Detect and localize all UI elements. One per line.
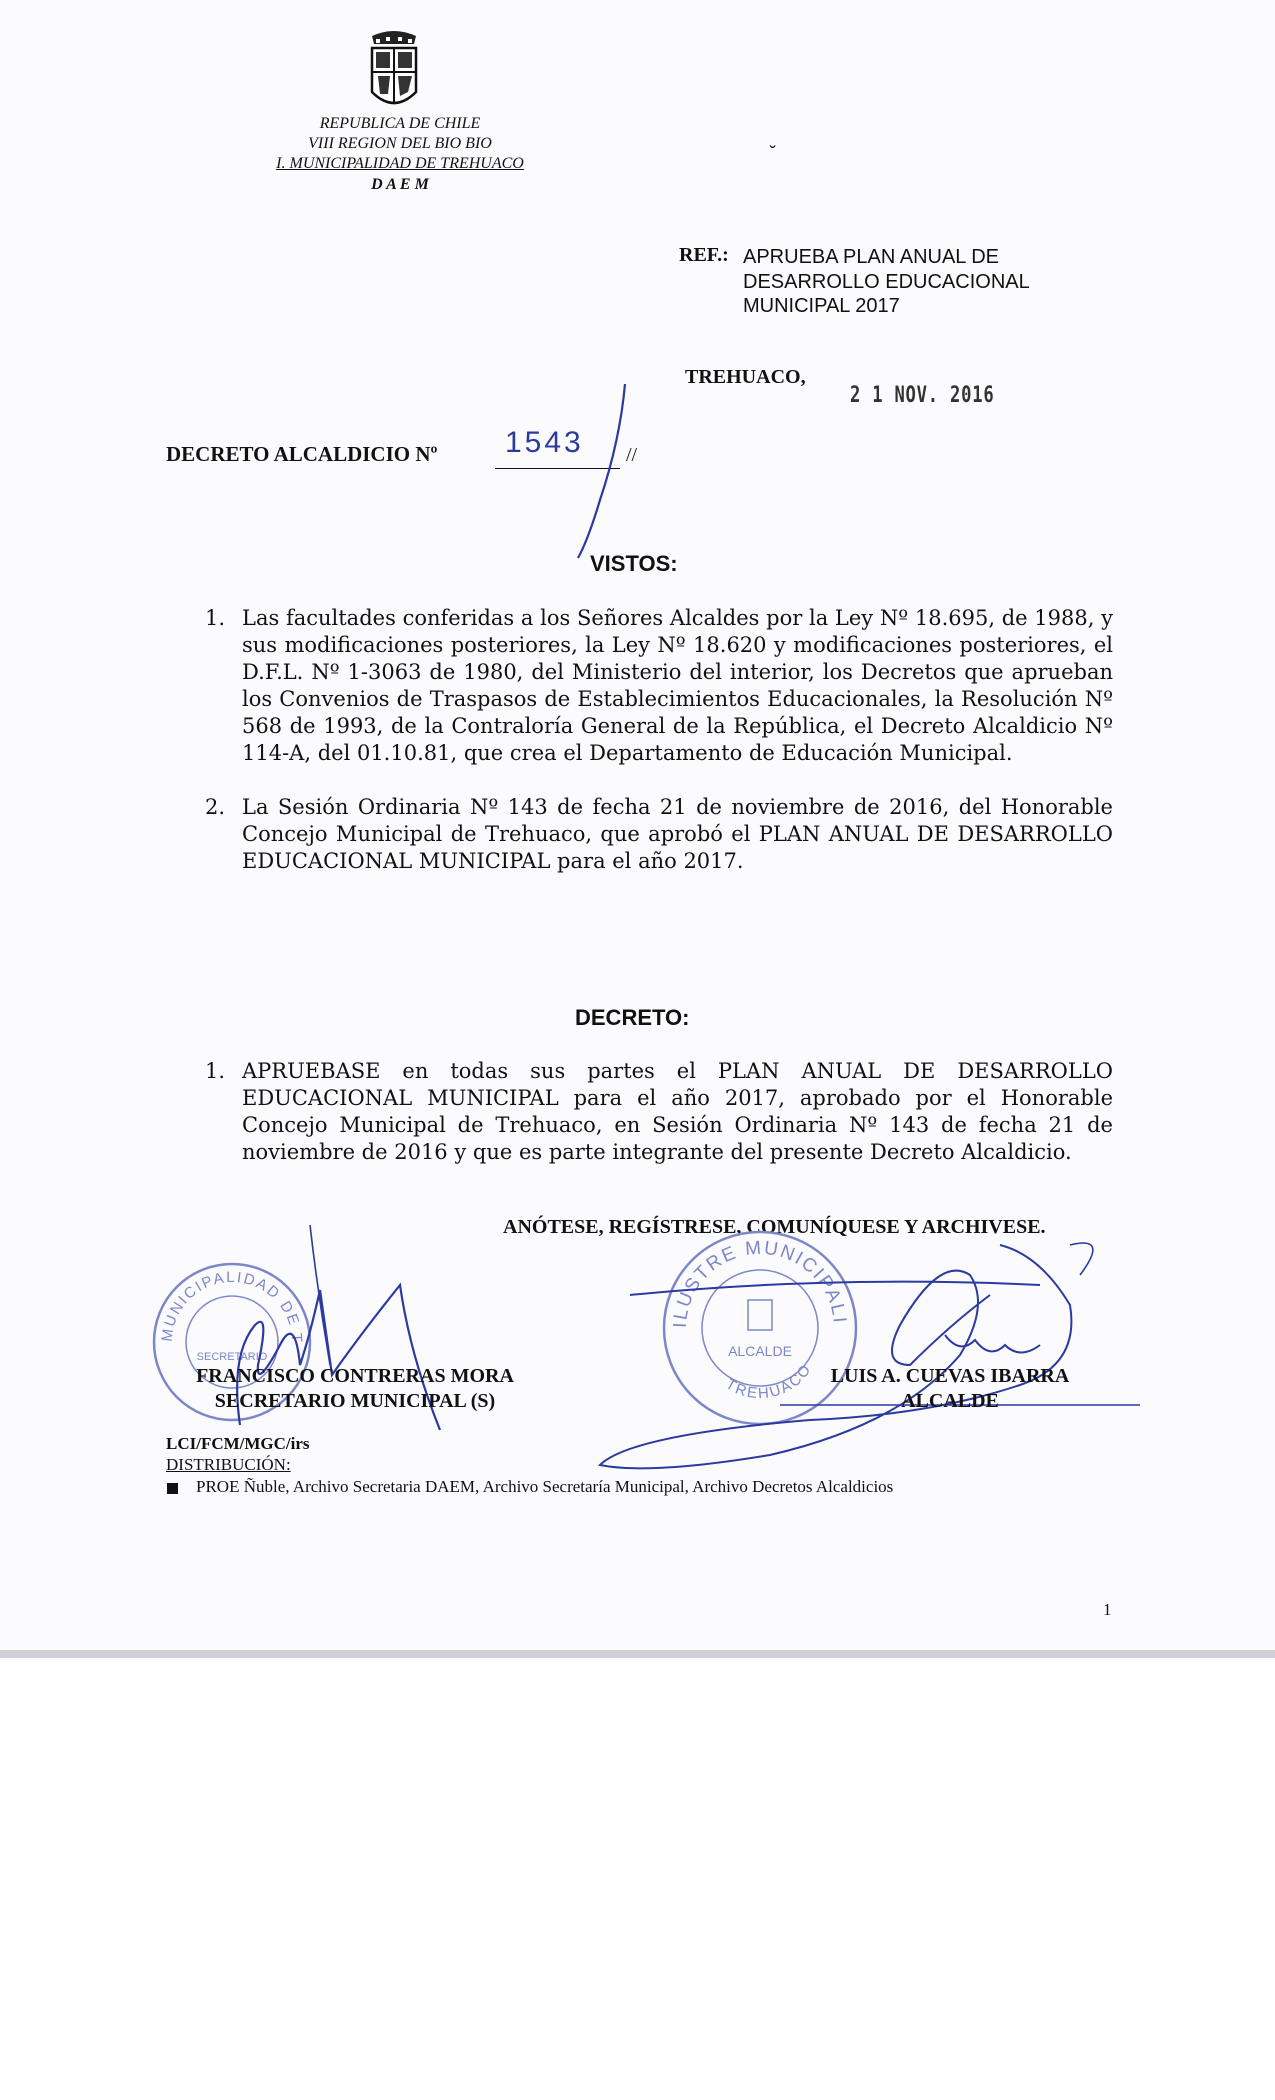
svg-text:MUNICIPALIDAD DE TREHUACO: MUNICIPALIDAD DE T <box>158 1268 306 1345</box>
svg-text:SECRETARIO: SECRETARIO <box>196 1351 268 1363</box>
mayor-signature <box>570 1215 1150 1485</box>
decree-label: DECRETO ALCALDICIO Nº <box>166 442 438 466</box>
decreto-item <box>205 1058 1113 1166</box>
initials: LCI/FCM/MGC/irs <box>166 1434 310 1453</box>
bullet-square-icon <box>167 1483 178 1494</box>
secretary-name: FRANCISCO CONTRERAS MORA <box>196 1365 514 1387</box>
distribution-label: DISTRIBUCIÓN: <box>166 1455 291 1474</box>
header-country: REPUBLICA DE CHILE <box>319 115 481 132</box>
vistos-list <box>205 605 1113 875</box>
mayor-title: ALCALDE <box>901 1390 999 1412</box>
header-region: VIII REGION DEL BIO BIO <box>308 135 492 152</box>
decreto-heading: DECRETO: <box>575 1005 690 1030</box>
distribution-item: PROE Ñuble, Archivo Secretaria DAEM, Archivo Secretaría Municipal, Archivo Decretos Alcaldicios <box>196 1477 894 1496</box>
coat-of-arms-emblem <box>366 30 422 118</box>
svg-text:ALCALDE: ALCALDE <box>728 1343 792 1359</box>
place-city: TREHUACO, <box>685 366 806 388</box>
vistos-item-number: 2. <box>205 795 226 819</box>
reference-line-1: APRUEBA PLAN ANUAL DE <box>743 246 1000 268</box>
decreto-item-number: 1. <box>205 1059 226 1083</box>
header-department: D A E M <box>371 176 429 193</box>
page-number: 1 <box>1103 1600 1112 1619</box>
svg-text:TREHUACO: TREHUACO <box>722 1360 816 1403</box>
reference-line-2: DESARROLLO EDUCACIONAL <box>743 271 1030 293</box>
vistos-item-number: 1. <box>205 606 226 630</box>
mayor-name: LUIS A. CUEVAS IBARRA <box>830 1365 1070 1387</box>
decreto-item-text: APRUEBASE en todas sus partes el PLAN ANUAL DE DESARROLLO EDUCACIONAL MUNICIPAL para el año 2017, aprobado por el Honorable Concejo Municipal de Trehuaco, en Sesión Ordinaria Nº 143 de fecha 21 de noviembre de 2016 y que es parte integrante del presente Decreto Alcaldicio. <box>242 1059 1113 1164</box>
decree-number: 1543 <box>505 426 584 459</box>
decree-suffix: // <box>626 444 638 466</box>
vistos-heading: VISTOS: <box>590 551 678 576</box>
reference-line-3: MUNICIPAL 2017 <box>743 295 900 317</box>
date-stamp: 2 1 NOV. 2016 <box>850 383 995 408</box>
svg-text:ILUSTRE MUNICIPALIDAD: ILUSTRE MUNICIPALI <box>669 1237 850 1329</box>
vistos-item <box>205 794 1113 875</box>
scan-mark: ˘ <box>770 143 776 163</box>
decreto-list <box>205 1058 1113 1166</box>
vistos-item-text: La Sesión Ordinaria Nº 143 de fecha 21 de noviembre de 2016, del Honorable Concejo Municipal de Trehuaco, que aprobó el PLAN ANUAL DE DESARROLLO EDUCACIONAL MUNICIPAL para el año 2017. <box>242 795 1113 873</box>
closing-formula: ANÓTESE, REGÍSTRESE, COMUNÍQUESE Y ARCHIVESE. <box>503 1216 1046 1238</box>
vistos-item <box>205 605 1113 767</box>
secretary-title: SECRETARIO MUNICIPAL (S) <box>214 1390 496 1412</box>
header-municipality: I. MUNICIPALIDAD DE TREHUACO <box>276 155 524 172</box>
vistos-item-text: Las facultades conferidas a los Señores Alcaldes por la Ley Nº 18.695, de 1988, y sus modificaciones posteriores, la Ley Nº 18.620 y modificaciones posteriores, el D.F.L. Nº 1-3063 de 1980, del Ministerio del interior, los Decretos que aprueban los Convenios de Traspasos de Establecimientos Educacionales, la Resolución Nº 568 de 1993, de la Contraloría General de la República, el Decreto Alcaldicio Nº 114-A, del 01.10.81, que crea el Departamento de Educación Municipal. <box>242 606 1113 765</box>
reference-label: REF.: <box>679 244 729 266</box>
decree-slash-stroke <box>560 380 640 560</box>
